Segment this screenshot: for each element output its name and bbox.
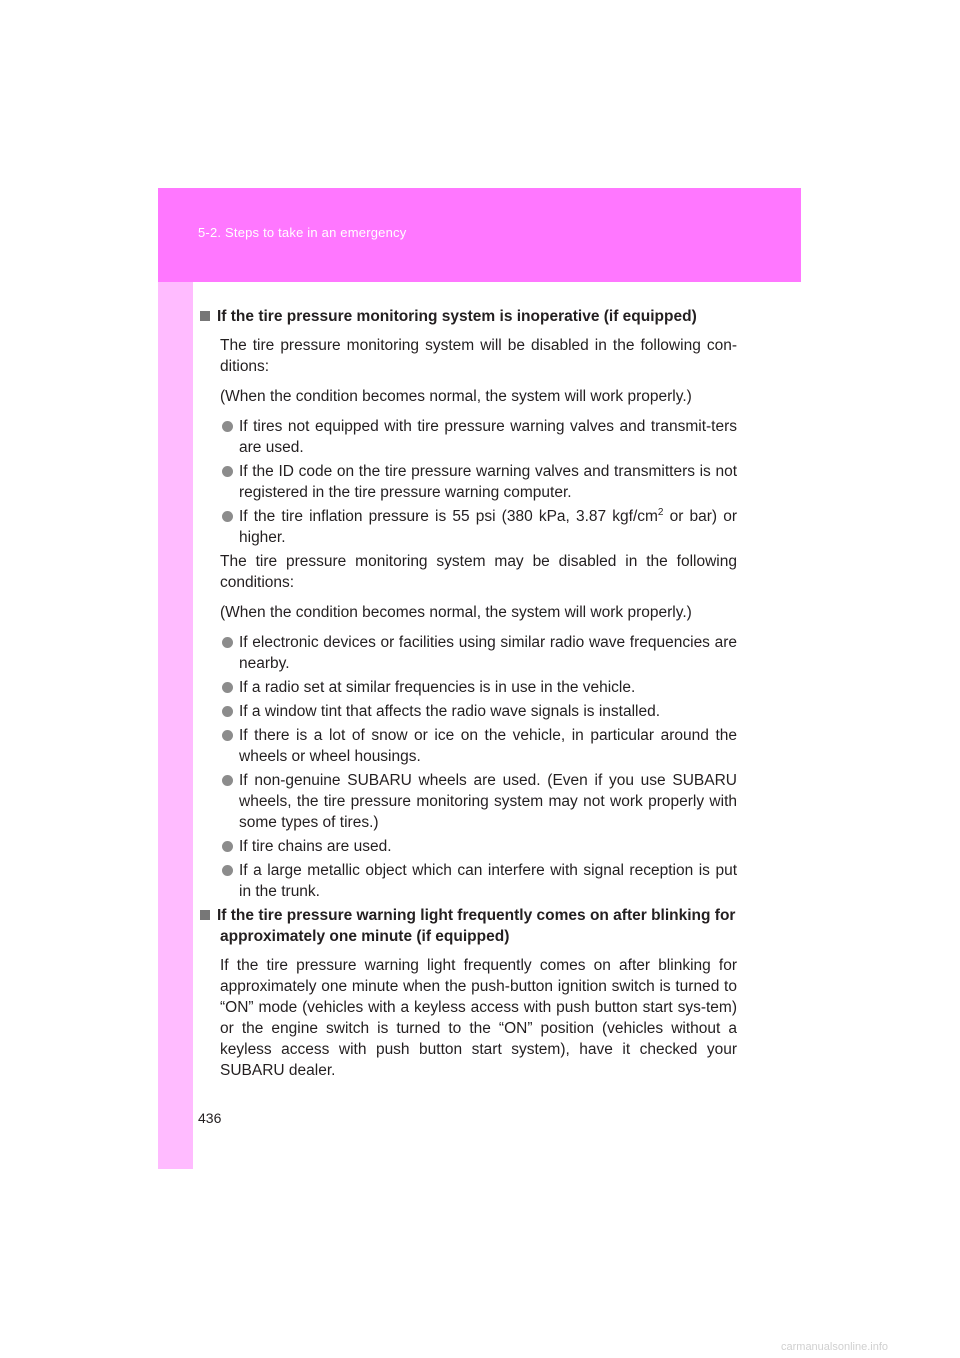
square-bullet-icon [200, 311, 210, 321]
round-bullet-icon [222, 730, 233, 741]
bullet-item: If the tire inflation pressure is 55 psi (380 kPa, 3.87 kgf/$cm^2$ or bar) or higher. [200, 506, 737, 548]
round-bullet-icon [222, 775, 233, 786]
section-title: 5-2. Steps to take in an emergency [198, 225, 407, 240]
bullet-item: If tire chains are used. [200, 836, 737, 857]
round-bullet-icon [222, 466, 233, 477]
bullet-item: If electronic devices or facilities using similar radio wave frequencies are nearby. [200, 632, 737, 674]
round-bullet-icon [222, 637, 233, 648]
round-bullet-icon [222, 682, 233, 693]
round-bullet-icon [222, 865, 233, 876]
paragraph: The tire pressure monitoring system will be disabled in the following con-ditions: [220, 337, 737, 375]
round-bullet-icon [222, 511, 233, 522]
bullet-item: If a window tint that affects the radio wave signals is installed. [200, 701, 737, 722]
bullet-item: If a large metallic object which can interfere with signal reception is put in the trunk. [200, 860, 737, 902]
round-bullet-icon [222, 706, 233, 717]
bullet-item: If the ID code on the tire pressure warning valves and transmitters is not registered in the tire pressure warning computer. [200, 461, 737, 503]
round-bullet-icon [222, 421, 233, 432]
bullet-item: If non-genuine SUBARU wheels are used. (Even if you use SUBARU wheels, the tire pressure monitoring system may not work properly with some types of tires.) [200, 770, 737, 833]
round-bullet-icon [222, 841, 233, 852]
square-bullet-icon [200, 910, 210, 920]
paragraph: (When the condition becomes normal, the system will work properly.) [220, 604, 692, 621]
side-strip [158, 282, 193, 1169]
bullet-item: If a radio set at similar frequencies is in use in the vehicle. [200, 677, 737, 698]
paragraph: (When the condition becomes normal, the system will work properly.) [220, 388, 692, 405]
watermark[interactable]: carmanualsonline.info [781, 1341, 889, 1353]
section-heading: If the tire pressure warning light frequently comes on after blinking for approximately one minute (if equipped) [200, 905, 737, 947]
paragraph: The tire pressure monitoring system may be disabled in the following conditions: [220, 553, 737, 591]
bullet-item: If there is a lot of snow or ice on the vehicle, in particular around the wheels or wheel housings. [200, 725, 737, 767]
page-number: 436 [198, 1110, 222, 1126]
section-heading: If the tire pressure monitoring system is inoperative (if equipped) [200, 306, 737, 327]
paragraph: If the tire pressure warning light frequently comes on after blinking for approximately one minute when the push-button ignition switch is turned to “ON” mode (vehicles with a keyless access with push button start sys-tem) or the engine switch is turned to the “ON” position (vehicles without a keyless access with push button start system), have it checked your SUBARU dealer. [220, 957, 737, 1079]
bullet-item: If tires not equipped with tire pressure warning valves and transmit-ters are used. [200, 416, 737, 458]
page-content [200, 306, 737, 1090]
